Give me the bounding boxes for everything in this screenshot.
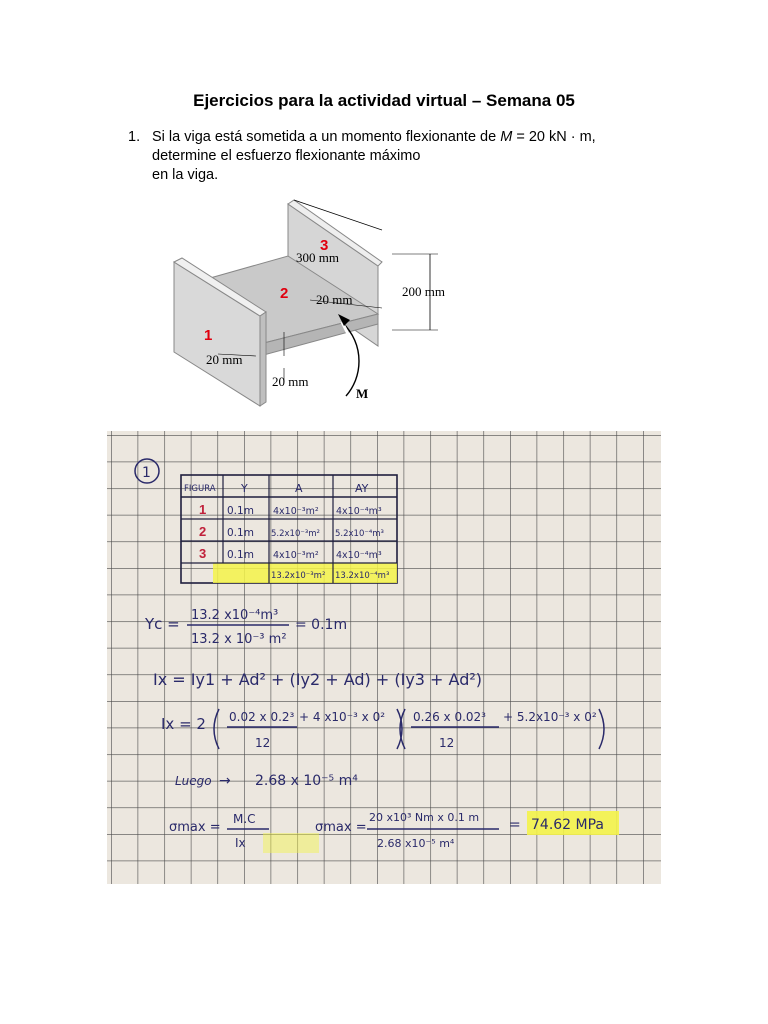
moment-variable: M — [500, 129, 513, 145]
inertia-formula: Ix = Iy1 + Ad² + (Iy2 + Ad) + (Iy3 + Ad²) — [153, 670, 483, 689]
svg-text:Ix = 2: Ix = 2 — [161, 715, 206, 733]
table-total-ay: 13.2x10⁻⁴m³ — [335, 571, 390, 581]
svg-text:+ 5.2x10⁻³ x 0²: + 5.2x10⁻³ x 0² — [503, 710, 597, 724]
problem-line-1: Si la viga está sometida a un momento flexionante de M = 20 kN · m, — [152, 129, 596, 145]
table-row-1-ay: 4x10⁻⁴m³ — [336, 506, 382, 517]
svg-text:Yc =: Yc = — [145, 615, 180, 633]
moment-label: M — [356, 386, 369, 401]
svg-text:M.C: M.C — [233, 812, 256, 826]
table-row-1-a: 4x10⁻³m² — [273, 506, 319, 517]
problem-line-2: determine el esfuerzo flexionante máximo — [152, 148, 421, 164]
table-row-3-fig: 3 — [199, 546, 207, 561]
part-label-2: 2 — [280, 285, 289, 302]
svg-text:+ 4 x10⁻³ x 0²: + 4 x10⁻³ x 0² — [299, 710, 386, 724]
table-row-2-ay: 5.2x10⁻⁴m³ — [335, 529, 384, 539]
table-total-a: 13.2x10⁻³m² — [271, 571, 326, 581]
svg-text:2.68 x10⁻⁵ m⁴: 2.68 x10⁻⁵ m⁴ — [377, 837, 455, 850]
svg-text:→: → — [219, 773, 231, 789]
svg-text:0.02 x 0.2³: 0.02 x 0.2³ — [229, 710, 295, 724]
handwritten-solution-photo — [107, 431, 661, 884]
inertia-result — [175, 773, 358, 789]
table-header-figura: FIGURA — [184, 484, 216, 494]
svg-text:20 x10³ Nm x 0.1 m: 20 x10³ Nm x 0.1 m — [369, 811, 480, 824]
svg-text:Luego: Luego — [175, 774, 212, 788]
page-title: Ejercicios para la actividad virtual – Semana 05 — [193, 91, 575, 110]
table-row-1-fig: 1 — [199, 502, 207, 517]
table-row-2-a: 5.2x10⁻³m² — [271, 529, 320, 539]
table-row-3-a: 4x10⁻³m² — [273, 550, 319, 561]
svg-text:=: = — [509, 817, 521, 833]
table-row-3-y: 0.1m — [227, 549, 254, 561]
svg-text:2.68 x 10⁻⁵ m⁴: 2.68 x 10⁻⁵ m⁴ — [255, 773, 358, 789]
table-header-a: A — [295, 482, 303, 495]
svg-text:12: 12 — [255, 736, 271, 750]
table-row-1-y: 0.1m — [227, 505, 254, 517]
table-header-y: Y — [241, 482, 248, 495]
dim-flange-thickness: 20 mm — [206, 352, 243, 367]
svg-text:0.26 x 0.02³: 0.26 x 0.02³ — [413, 710, 486, 724]
problem-number: 1. — [128, 129, 141, 145]
dim-height: 200 mm — [402, 284, 445, 299]
svg-text:= 0.1m: = 0.1m — [295, 617, 348, 633]
table-header-ay: AY — [355, 482, 369, 495]
svg-text:σmax =: σmax = — [315, 820, 367, 835]
part-label-1: 1 — [204, 327, 213, 344]
table-row-2-y: 0.1m — [227, 527, 254, 539]
dim-flange-width: 300 mm — [296, 250, 339, 265]
beam-figure — [160, 196, 470, 414]
svg-text:12: 12 — [439, 736, 455, 750]
svg-text:13.2 x 10⁻³ m²: 13.2 x 10⁻³ m² — [191, 632, 287, 647]
svg-text:Ix: Ix — [235, 836, 246, 850]
dim-bottom-thickness: 20 mm — [272, 374, 309, 389]
table-row-2-fig: 2 — [199, 524, 207, 539]
problem-statement — [128, 128, 648, 185]
table-row-3-ay: 4x10⁻⁴m³ — [336, 550, 382, 561]
svg-text:σmax =: σmax = — [169, 820, 221, 835]
problem-line-3: en la viga. — [152, 167, 219, 183]
dim-web-thickness: 20 mm — [316, 292, 353, 307]
svg-text:13.2 x10⁻⁴m³: 13.2 x10⁻⁴m³ — [191, 608, 279, 623]
part-label-3: 3 — [320, 237, 329, 254]
stress-result: 74.62 MPa — [531, 817, 605, 833]
solution-number: 1 — [142, 465, 151, 481]
